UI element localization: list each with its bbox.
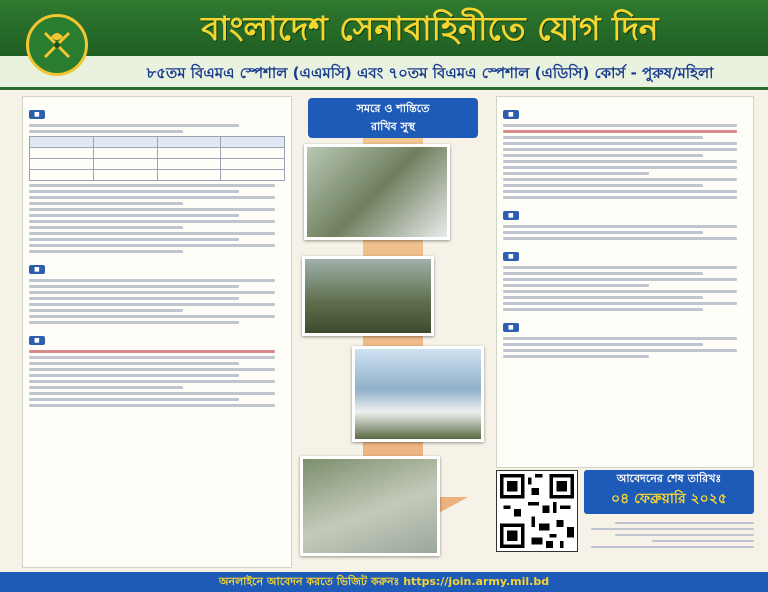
- deadline-label: আবেদনের শেষ তারিখঃ: [616, 472, 722, 485]
- medical-team-photo: [304, 144, 450, 240]
- application-deadline-banner: [584, 470, 754, 514]
- qr-code-icon[interactable]: [496, 470, 578, 552]
- field-operation-photo: [302, 256, 434, 336]
- army-emblem-icon: [26, 14, 88, 76]
- field-hospital-photo: [300, 456, 440, 556]
- section-heading-marker: ■: [503, 323, 519, 332]
- selection-process-column: [496, 96, 754, 468]
- section-heading-marker: ■: [503, 211, 519, 220]
- poster-subtitle: ৮৫তম বিএমএ স্পেশাল (এএমসি) এবং ৭০তম বিএমএ স্পেশাল (এডিসি) কোর্স - পুরুষ/মহিলা: [146, 64, 714, 82]
- un-vehicle-photo: [352, 346, 484, 442]
- slogan-line-1: সমরে ও শান্তিতে: [356, 102, 430, 115]
- section-heading-marker: ■: [503, 110, 519, 119]
- poster-header: [0, 0, 768, 90]
- photo-collage: [296, 96, 494, 568]
- deadline-date: ০৪ ফেব্রুয়ারি ২০২৫: [611, 491, 727, 507]
- section-heading-marker: ■: [29, 110, 45, 119]
- section-heading-marker: ■: [29, 336, 45, 345]
- section-heading-marker: ■: [29, 265, 45, 274]
- contact-block: [584, 518, 754, 566]
- physical-standards-table: [29, 136, 285, 181]
- eligibility-column: [22, 96, 292, 568]
- poster-title: বাংলাদেশ সেনাবাহিনীতে যোগ দিন: [201, 9, 659, 48]
- footer-link-banner[interactable]: অনলাইনে আবেদন করতে ভিজিট করুনঃ https://join.army.mil.bd: [0, 572, 768, 592]
- section-heading-marker: ■: [503, 252, 519, 261]
- slogan-ribbon: [308, 98, 478, 138]
- slogan-line-2: রাখিব সুস্থ: [370, 120, 416, 133]
